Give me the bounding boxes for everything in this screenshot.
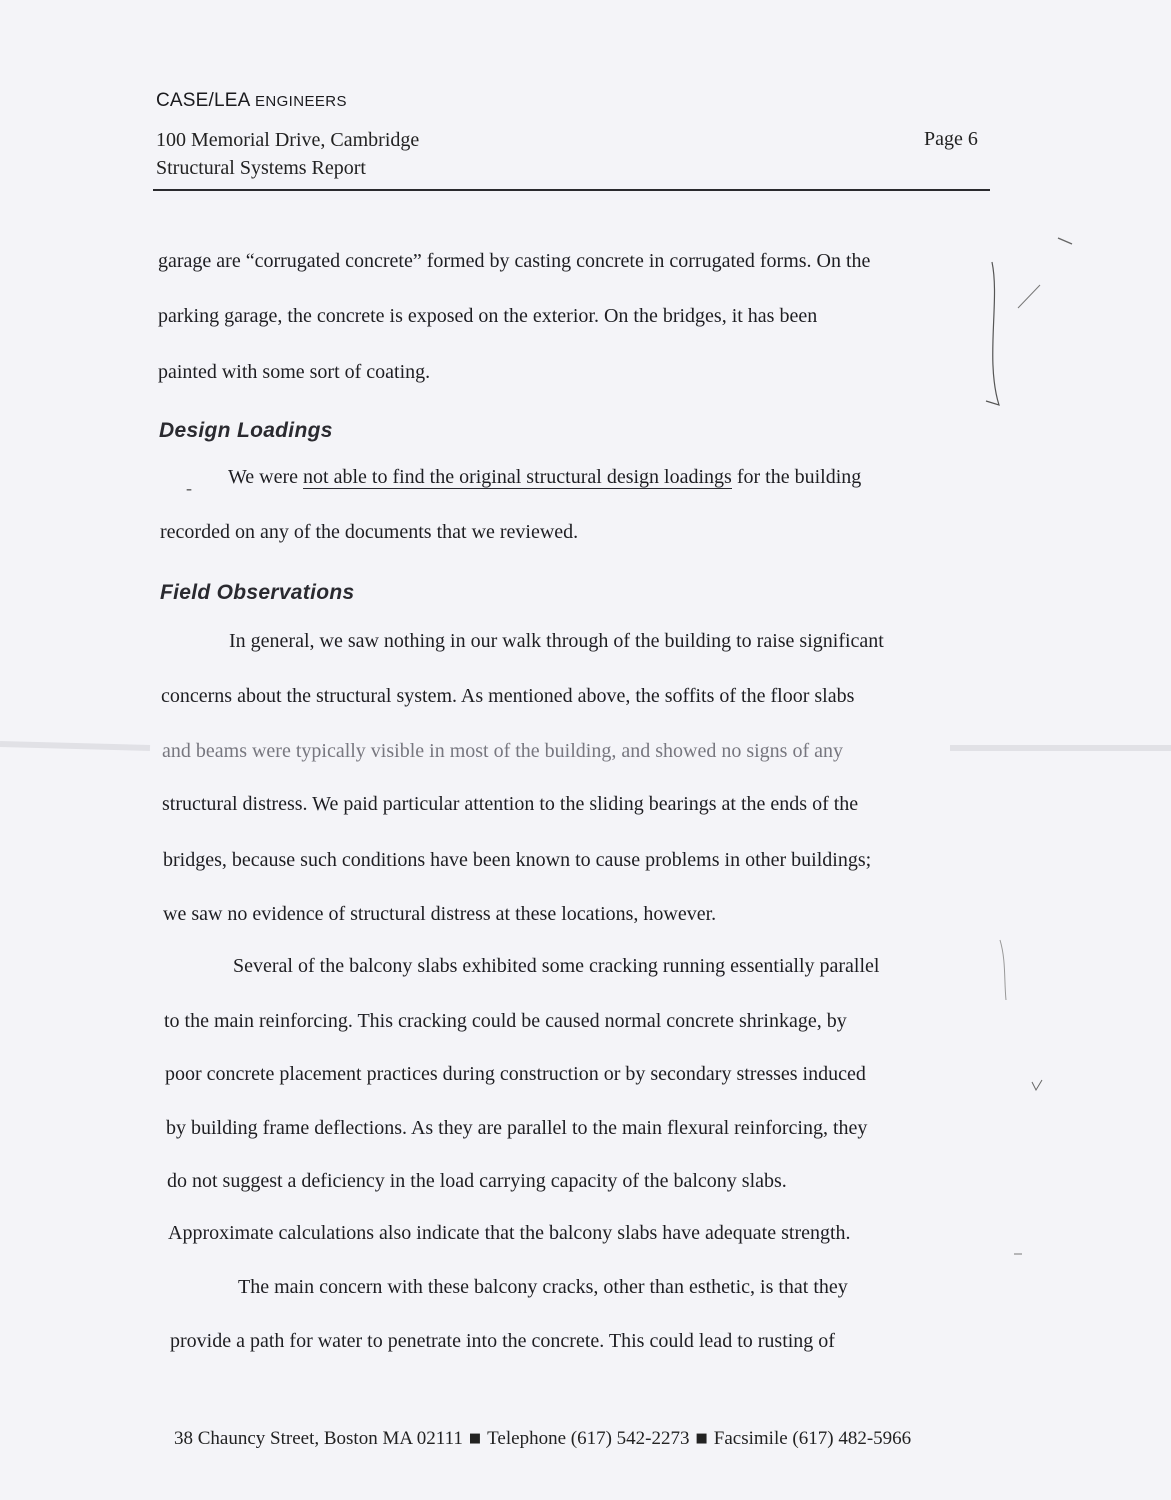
body-line: by building frame deflections. As they are parallel to the main flexural reinforcing, they [166, 1117, 868, 1139]
margin-dash: - [186, 478, 192, 498]
body-line: do not suggest a deficiency in the load carrying capacity of the balcony slabs. [167, 1170, 787, 1192]
body-line: garage are “corrugated concrete” formed by casting concrete in corrugated forms. On the [158, 250, 871, 272]
body-line: to the main reinforcing. This cracking could be caused normal concrete shrinkage, by [164, 1010, 847, 1032]
section-heading-field-observations: Field Observations [160, 581, 355, 604]
page-number: Page 6 [924, 128, 978, 150]
body-line: Approximate calculations also indicate that the balcony slabs have adequate strength. [168, 1222, 851, 1244]
section-heading-design-loadings: Design Loadings [159, 419, 333, 442]
body-line: bridges, because such conditions have been known to cause problems in other buildings; [163, 849, 872, 871]
margin-bracket-icon [986, 262, 999, 405]
footer-address: 38 Chauncy Street, Boston MA 02111 [174, 1428, 463, 1449]
report-title: Structural Systems Report [156, 157, 366, 179]
company-name: CASE/LEA ENGINEERS [156, 90, 347, 111]
project-title: 100 Memorial Drive, Cambridge [156, 129, 420, 151]
body-line: we saw no evidence of structural distress at these locations, however. [163, 903, 717, 925]
square-bullet-icon: ■ [468, 1431, 482, 1446]
body-line: poor concrete placement practices during construction or by secondary stresses induced [165, 1063, 866, 1085]
margin-tick-icon [1058, 238, 1072, 244]
margin-curve-icon [1000, 940, 1006, 1000]
body-line: concerns about the structural system. As mentioned above, the soffits of the floor slabs [161, 685, 855, 707]
body-line: parking garage, the concrete is exposed on the exterior. On the bridges, it has been [158, 305, 818, 327]
margin-slash-icon [1018, 285, 1040, 308]
underlined-phrase: not able to find the original structural design loadings [303, 466, 732, 488]
margin-check-icon [1032, 1080, 1042, 1090]
square-bullet-icon: ■ [695, 1431, 708, 1446]
body-line: structural distress. We paid particular attention to the sliding bearings at the ends of the [162, 793, 859, 815]
body-line: painted with some sort of coating. [158, 361, 431, 383]
body-line: Several of the balcony slabs exhibited some cracking running essentially parallel [233, 955, 880, 977]
body-line: recorded on any of the documents that we reviewed. [160, 521, 579, 543]
body-line: provide a path for water to penetrate into the concrete. This could lead to rusting of [170, 1330, 835, 1352]
body-line: In general, we saw nothing in our walk through of the building to raise significant [229, 630, 884, 652]
scan-streak [0, 744, 150, 748]
body-line: We were not able to find the original structural design loadings for the building [228, 466, 862, 488]
footer-telephone: Telephone (617) 542-2273 [487, 1428, 690, 1449]
footer-facsimile: Facsimile (617) 482-5966 [713, 1428, 912, 1449]
body-line: The main concern with these balcony cracks, other than esthetic, is that they [238, 1276, 848, 1298]
body-line: and beams were typically visible in most of the building, and showed no signs of any [162, 740, 843, 762]
